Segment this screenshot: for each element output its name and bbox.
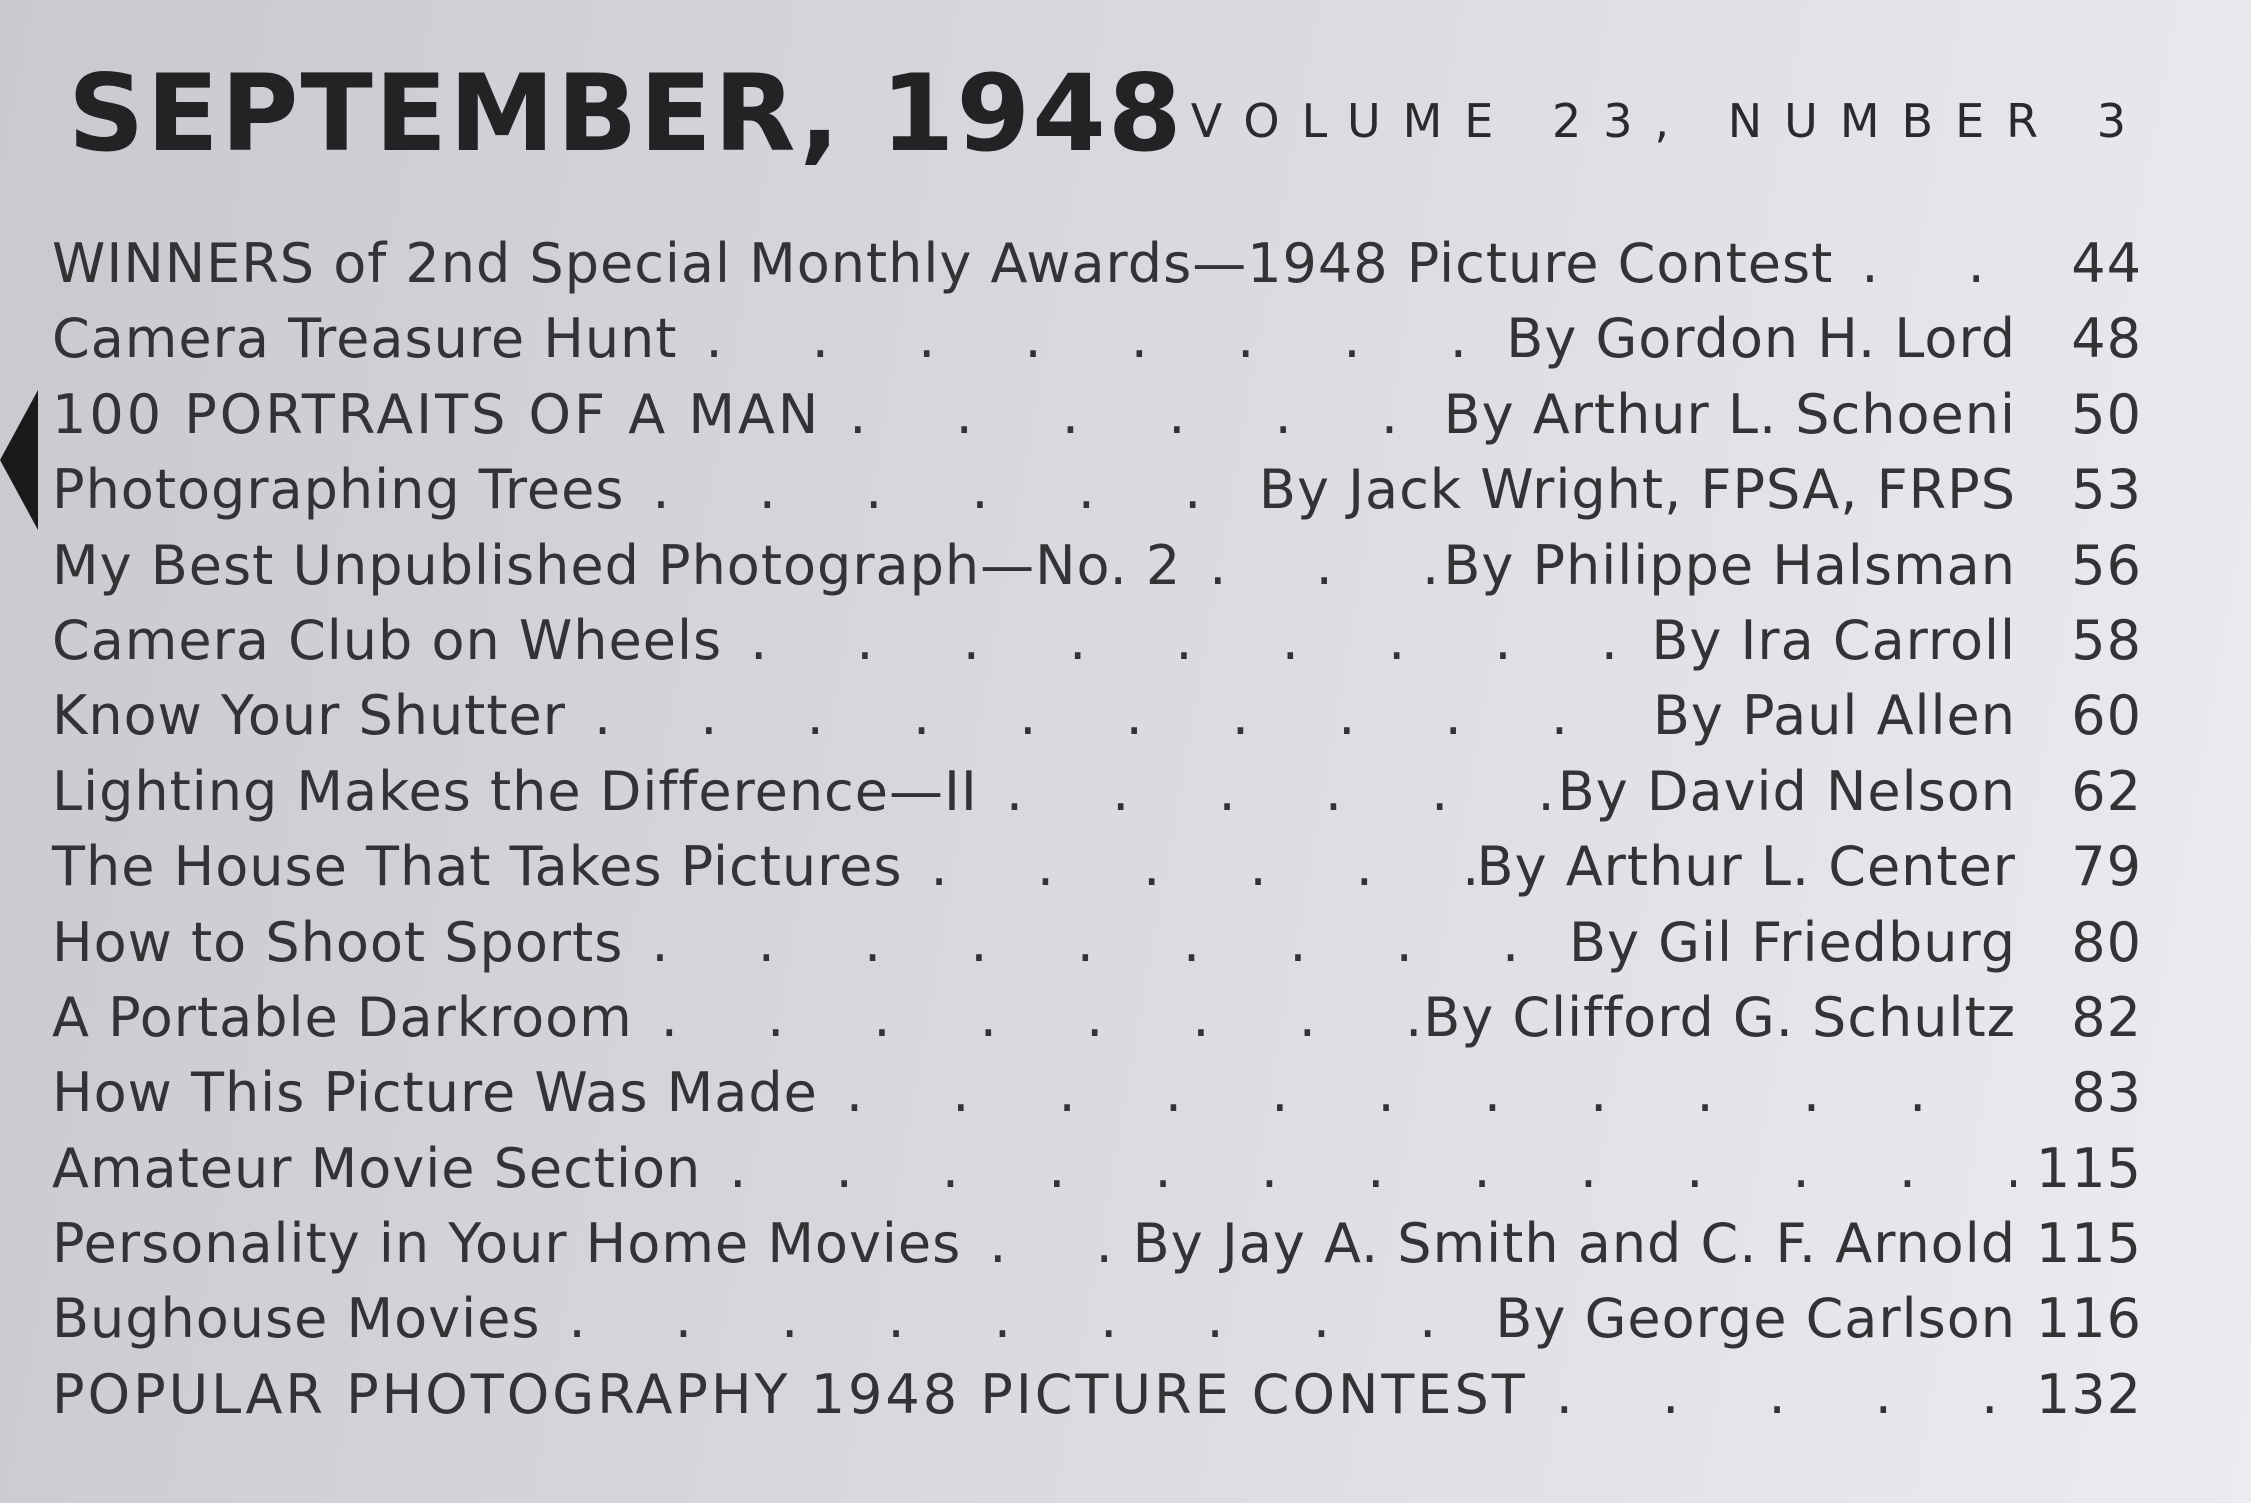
- toc-entry-title: How This Picture Was Made: [52, 1061, 818, 1125]
- dot-leader: [902, 835, 1476, 898]
- dot-leader: [541, 1287, 1496, 1350]
- toc-entry-page: 58: [2071, 608, 2142, 672]
- dot-leader: [1181, 534, 1443, 597]
- volume-number: VOLUME 23, NUMBER 3: [1190, 94, 2148, 148]
- toc-entry-page: 116: [2035, 1287, 2142, 1351]
- dot-leader: [623, 911, 1569, 974]
- toc-entry-title: WINNERS of 2nd Special Monthly Awards—1948 Picture Contest: [52, 232, 1834, 295]
- toc-entry: [52, 307, 2142, 382]
- toc-entry-title: POPULAR PHOTOGRAPHY 1948 PICTURE CONTEST: [52, 1362, 1528, 1426]
- toc-entry-page: 60: [2071, 684, 2142, 748]
- toc-entry-page: 50: [2071, 382, 2142, 446]
- toc-entry-page: 82: [2071, 985, 2142, 1049]
- toc-entry: [52, 684, 2142, 759]
- toc-entry-title: Know Your Shutter: [52, 684, 566, 748]
- dot-leader: [1528, 1363, 2016, 1426]
- dot-leader: [677, 307, 1506, 370]
- toc-entry: [52, 383, 2142, 458]
- toc-entry-page: 53: [2071, 458, 2142, 522]
- toc-entry-author: By Philippe Halsman: [1443, 533, 2016, 597]
- dot-leader: [633, 986, 1423, 1049]
- toc-entry: [52, 1212, 2142, 1287]
- contents-header: [68, 52, 2148, 175]
- toc-entry-author: By Gil Friedburg: [1568, 910, 2016, 974]
- toc-entry: [52, 760, 2142, 835]
- toc-entry-author: By Arthur L. Schoeni: [1443, 382, 2016, 446]
- toc-entry: [52, 1061, 2142, 1136]
- toc-entry-page: 132: [2035, 1362, 2142, 1426]
- toc-entry: [52, 1287, 2142, 1362]
- toc-entry-author: By Paul Allen: [1652, 684, 2016, 748]
- toc-entry-page: 62: [2071, 759, 2142, 823]
- toc-entry-author: By Clifford G. Schultz: [1423, 985, 2016, 1049]
- toc-entry-title: Photographing Trees: [52, 458, 625, 522]
- toc-entry-title: Camera Treasure Hunt: [52, 307, 678, 371]
- toc-entry-author: By David Nelson: [1557, 759, 2016, 823]
- dot-leader: [624, 458, 1258, 521]
- dot-leader: [1833, 232, 2016, 295]
- toc-entry-page: 48: [2071, 307, 2142, 371]
- toc-entry-title: Personality in Your Home Movies: [52, 1212, 962, 1276]
- issue-date: SEPTEMBER, 1948: [68, 52, 1184, 175]
- toc-entry-title: Lighting Makes the Difference—II: [52, 759, 978, 823]
- dot-leader: [818, 1061, 2016, 1124]
- dot-leader: [566, 684, 1653, 747]
- toc-entry-page: 83: [2071, 1061, 2142, 1125]
- toc-entry-title: Amateur Movie Section: [52, 1136, 702, 1200]
- toc-entry-author: By George Carlson: [1495, 1287, 2016, 1351]
- toc-entry-page: 115: [2035, 1212, 2142, 1276]
- toc-entry-author: By Gordon H. Lord: [1506, 307, 2016, 371]
- toc-entry: [52, 986, 2142, 1061]
- page-edge-tab: [0, 390, 38, 530]
- toc-entry-page: 56: [2071, 533, 2142, 597]
- toc-entry-title: My Best Unpublished Photograph—No. 2: [52, 533, 1182, 597]
- table-of-contents: [52, 232, 2142, 1438]
- toc-entry-page: 44: [2071, 232, 2142, 295]
- toc-entry-page: 80: [2071, 910, 2142, 974]
- toc-entry-author: By Jay A. Smith and C. F. Arnold: [1132, 1212, 2016, 1276]
- dot-leader: [821, 383, 1443, 446]
- toc-entry-author: By Ira Carroll: [1651, 608, 2016, 672]
- toc-entry: [52, 534, 2142, 609]
- toc-entry: [52, 609, 2142, 684]
- toc-entry-author: By Jack Wright, FPSA, FRPS: [1258, 458, 2016, 522]
- toc-entry-author: By Arthur L. Center: [1476, 835, 2016, 899]
- toc-entry-title: Bughouse Movies: [52, 1287, 541, 1351]
- toc-entry-title: A Portable Darkroom: [52, 985, 633, 1049]
- dot-leader: [978, 760, 1558, 823]
- toc-entry: [52, 458, 2142, 533]
- toc-entry-page: 115: [2035, 1136, 2142, 1200]
- toc-entry-page: 79: [2071, 835, 2142, 899]
- toc-entry: [52, 1137, 2142, 1212]
- toc-entry-title: How to Shoot Sports: [52, 910, 624, 974]
- toc-entry-title: The House That Takes Pictures: [52, 835, 903, 899]
- toc-entry-title: 100 PORTRAITS OF A MAN: [52, 382, 822, 446]
- toc-entry: [52, 835, 2142, 910]
- dot-leader: [701, 1137, 2016, 1200]
- toc-entry: [52, 1363, 2142, 1438]
- dot-leader: [722, 609, 1651, 672]
- toc-entry: [52, 911, 2142, 986]
- toc-entry-title: Camera Club on Wheels: [52, 608, 723, 672]
- toc-entry: [52, 232, 2142, 307]
- dot-leader: [961, 1212, 1132, 1275]
